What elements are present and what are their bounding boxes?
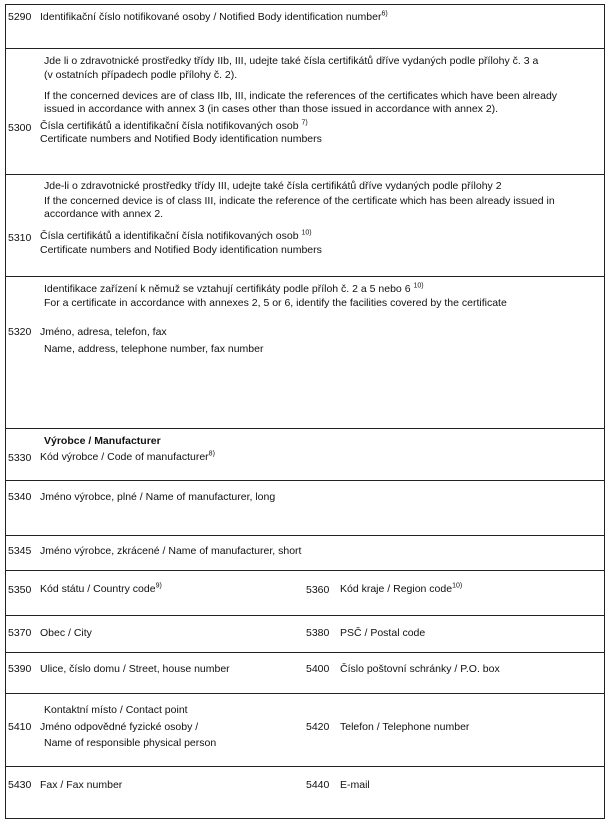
footnote-ref: 10) xyxy=(301,229,312,237)
fax-label[interactable]: Fax / Fax number xyxy=(40,779,123,791)
postal-code-label[interactable]: PSČ / Postal code xyxy=(340,627,426,639)
field-code: 5310 xyxy=(8,232,32,244)
instruction-cz: (v ostatních případech podle přílohy č. 2). xyxy=(44,69,238,81)
footnote-ref: 8) xyxy=(208,450,215,458)
field-code: 5330 xyxy=(8,452,32,464)
footnote-ref: 10) xyxy=(452,582,463,590)
po-box-label[interactable]: Číslo poštovní schránky / P.O. box xyxy=(340,663,500,675)
label-text: Čísla certifikátů a identifikační čísla notifikovaných osob xyxy=(40,120,299,132)
responsible-person-label-en: Name of responsible physical person xyxy=(44,737,217,749)
instruction-cz: Jde-li o zdravotnické prostředky třídy III, udejte také čísla certifikátů dříve vydaných podle přílohy 2 xyxy=(44,180,502,192)
instruction-cz: Jde li o zdravotnické prostředky třídy IIb, III, udejte také čísla certifikátů dříve vydaných podle přílohy č. 3 a xyxy=(44,55,539,67)
label-text: Identifikační číslo notifikované osoby / Notified Body identification number xyxy=(40,11,382,23)
section-heading: Výrobce / Manufacturer xyxy=(44,435,161,447)
field-code: 5420 xyxy=(306,721,330,733)
field-label: Jméno výrobce, plné / Name of manufacturer, long xyxy=(40,491,276,503)
footnote-ref: 9) xyxy=(155,582,162,590)
field-label xyxy=(40,120,308,133)
field-code: 5400 xyxy=(306,663,330,675)
field-row-5370-5380 xyxy=(6,616,604,653)
field-code: 5370 xyxy=(8,627,32,639)
street-label[interactable]: Ulice, číslo domu / Street, house number xyxy=(40,663,230,675)
city-label[interactable]: Obec / City xyxy=(40,627,92,639)
field-label xyxy=(40,230,312,243)
field-5330[interactable] xyxy=(6,429,604,481)
field-label xyxy=(40,11,388,24)
field-5340[interactable] xyxy=(6,481,604,536)
country-code-label[interactable] xyxy=(40,583,162,596)
field-row-5350-5360 xyxy=(6,571,604,616)
field-label xyxy=(40,451,215,464)
label-text: Čísla certifikátů a identifikační čísla notifikovaných osob xyxy=(40,230,299,242)
field-code: 5380 xyxy=(306,627,330,639)
field-label-en: Name, address, telephone number, fax number xyxy=(44,343,264,355)
footnote-ref: 6) xyxy=(381,10,388,18)
field-code: 5390 xyxy=(8,663,32,675)
label-text: Kód výrobce / Code of manufacturer xyxy=(40,451,209,463)
instruction-en: If the concerned devices are of class IIb, III, indicate the references of the certificates which have been already xyxy=(44,90,558,102)
notification-form xyxy=(5,4,605,819)
instruction-en: accordance with annex 2. xyxy=(44,208,164,220)
field-5290[interactable] xyxy=(6,5,604,49)
label-text: Identifikace zařízení k němuž se vztahují certifikáty podle příloh č. 2 a 5 nebo 6 xyxy=(44,283,411,295)
field-code: 5345 xyxy=(8,545,32,557)
field-label-en: Certificate numbers and Notified Body identification numbers xyxy=(40,244,322,256)
responsible-person-label[interactable]: Jméno odpovědné fyzické osoby / xyxy=(40,721,199,733)
instruction-cz xyxy=(44,283,424,296)
field-code: 5430 xyxy=(8,779,32,791)
instruction-en: issued in accordance with annex 3 (in cases other than those issued in accordance with annex 2). xyxy=(44,103,499,115)
field-code: 5360 xyxy=(306,584,330,596)
field-5310[interactable] xyxy=(6,175,604,277)
field-label-en: Certificate numbers and Notified Body identification numbers xyxy=(40,133,322,145)
field-code: 5440 xyxy=(306,779,330,791)
field-code: 5410 xyxy=(8,721,32,733)
field-5300[interactable] xyxy=(6,49,604,175)
region-code-label[interactable] xyxy=(340,583,462,596)
label-text: Kód kraje / Region code xyxy=(340,583,453,595)
instruction-en: If the concerned device is of class III, indicate the reference of the certificate which has been already issued in xyxy=(44,195,555,207)
footnote-ref: 7) xyxy=(301,119,308,127)
field-row-5410-5420 xyxy=(6,694,604,767)
subsection-heading: Kontaktní místo / Contact point xyxy=(44,704,188,716)
field-code: 5300 xyxy=(8,122,32,134)
field-label: Jméno, adresa, telefon, fax xyxy=(40,326,167,338)
field-code: 5320 xyxy=(8,326,32,338)
field-row-5390-5400 xyxy=(6,653,604,694)
field-code: 5350 xyxy=(8,584,32,596)
telephone-label[interactable]: Telefon / Telephone number xyxy=(340,721,470,733)
field-label: Jméno výrobce, zkrácené / Name of manufacturer, short xyxy=(40,545,302,557)
instruction-en: For a certificate in accordance with annexes 2, 5 or 6, identify the facilities covered by the certificate xyxy=(44,297,507,309)
field-5345[interactable] xyxy=(6,536,604,571)
field-code: 5340 xyxy=(8,491,32,503)
field-code: 5290 xyxy=(8,11,32,23)
email-label[interactable]: E-mail xyxy=(340,779,370,791)
footnote-ref: 10) xyxy=(413,282,424,290)
field-5320[interactable] xyxy=(6,277,604,429)
label-text: Kód státu / Country code xyxy=(40,583,156,595)
field-row-5430-5440 xyxy=(6,767,604,818)
